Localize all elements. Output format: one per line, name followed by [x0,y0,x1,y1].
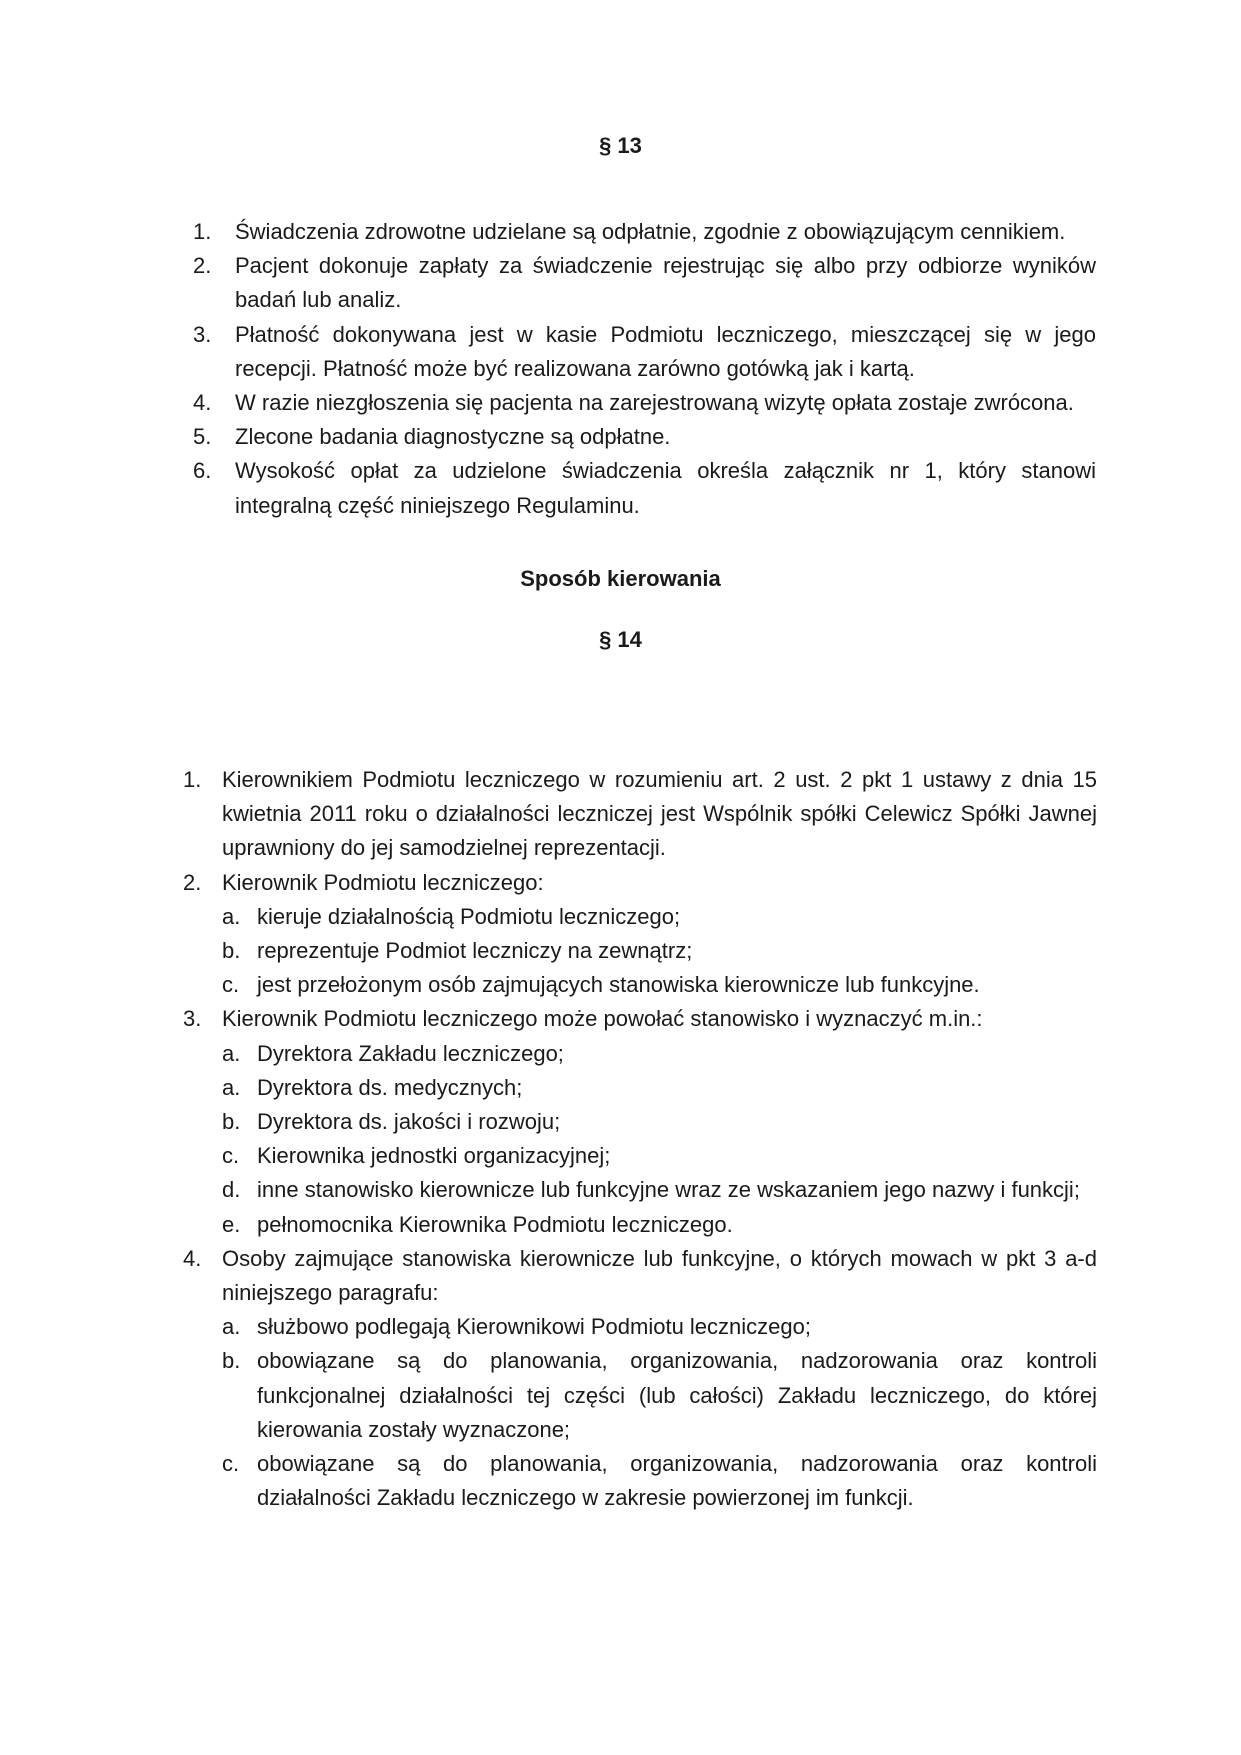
sublist-item [222,1105,1097,1139]
sublist-item [222,1139,1097,1173]
sublist-item [222,1037,1097,1071]
item-text: Dyrektora ds. jakości i rozwoju; [257,1109,561,1135]
item-number: 2. [193,253,212,279]
sublist [183,1310,1097,1515]
item-text: Kierownika jednostki organizacyjnej; [257,1143,611,1169]
sublist-item [222,1344,1097,1447]
item-number: 2. [183,869,202,895]
sublist-item [222,968,1097,1002]
list-item [193,386,1096,420]
item-text: Świadczenia zdrowotne udzielane są odpłatnie, zgodnie z obowiązującym cennikiem. [235,219,1066,244]
paragraph-heading-14: § 14 [599,627,642,652]
list-item [183,763,1097,866]
paragraph-14-list [183,763,1097,1515]
item-text: Kierownik Podmiotu leczniczego może powołać stanowisko i wyznaczyć m.in.: [222,1006,983,1032]
paragraph-heading-13: § 13 [599,133,642,158]
item-letter: c. [222,1143,240,1169]
sublist-item [222,934,1097,968]
item-number: 3. [183,1006,202,1032]
item-letter: c. [222,972,240,998]
list-item [193,420,1096,454]
item-letter: e. [222,1211,241,1237]
item-text: obowiązane są do planowania, organizowania, nadzorowania oraz kontroli funkcjonalnej działalności tej części (lub całości) Zakładu leczniczego, do której kierowania zostały wyznaczone; [257,1348,1097,1442]
list-item [193,249,1096,317]
item-text: inne stanowisko kierownicze lub funkcyjne wraz ze wskazaniem jego nazwy i funkcji; [257,1177,1080,1203]
section-title: Sposób kierowania [520,566,721,591]
list-item [183,1002,1097,1241]
item-text: Pacjent dokonuje zapłaty za świadczenie rejestrując się albo przy odbiorze wyników badań lub analiz. [235,253,1096,313]
item-number: 1. [183,767,202,792]
item-letter: a. [222,903,241,929]
item-text: Wysokość opłat za udzielone świadczenia określa załącznik nr 1, który stanowi integralną część niniejszego Regulaminu. [235,458,1096,518]
list-item [193,215,1096,249]
sublist [183,900,1097,1003]
sublist-item [222,1071,1097,1105]
list-item [193,318,1096,386]
item-letter: a. [222,1074,241,1100]
item-text: kieruje działalnością Podmiotu leczniczego; [257,903,681,929]
item-text: Zlecone badania diagnostyczne są odpłatne. [235,424,671,450]
list-item [193,454,1096,522]
list-item [183,1242,1097,1516]
item-number: 6. [193,458,212,484]
item-text: Kierownik Podmiotu leczniczego: [222,869,544,895]
item-text: jest przełożonym osób zajmujących stanowiska kierownicze lub funkcyjne. [257,972,980,998]
sublist-item [222,1310,1097,1344]
item-number: 4. [183,1245,202,1271]
item-text: Dyrektora Zakładu leczniczego; [257,1040,564,1066]
item-text: W razie niezgłoszenia się pacjenta na zarejestrowaną wizytę opłata zostaje zwrócona. [235,390,1074,416]
item-text: obowiązane są do planowania, organizowania, nadzorowania oraz kontroli działalności Zakładu leczniczego w zakresie powierzonej im funkcji. [257,1451,1097,1511]
item-text: Kierownikiem Podmiotu leczniczego w rozumieniu art. 2 ust. 2 pkt 1 ustawy z dnia 15 kwietnia 2011 roku o działalności leczniczej jest Wspólnik spółki Celewicz Spółki Jawnej uprawniony do jej samodzielnej reprezentacji. [222,767,1097,861]
item-text: reprezentuje Podmiot leczniczy na zewnątrz; [257,938,693,964]
sublist-item [222,1208,1097,1242]
item-text: Dyrektora ds. medycznych; [257,1074,523,1100]
item-letter: d. [222,1177,241,1203]
item-text: Osoby zajmujące stanowiska kierownicze lub funkcyjne, o których mowach w pkt 3 a-d niniejszego paragrafu: [222,1245,1097,1306]
item-letter: a. [222,1040,241,1066]
item-text: służbowo podlegają Kierownikowi Podmiotu leczniczego; [257,1314,811,1340]
item-text: Płatność dokonywana jest w kasie Podmiotu leczniczego, mieszczącej się w jego recepcji. Płatność może być realizowana zarówno gotówką jak i kartą. [235,321,1096,381]
item-letter: b. [222,1109,241,1135]
paragraph-13-list [193,215,1096,523]
item-number: 1. [193,219,212,244]
item-letter: c. [222,1451,240,1477]
list-item [183,866,1097,1003]
item-text: pełnomocnika Kierownika Podmiotu leczniczego. [257,1211,733,1237]
sublist-item [222,900,1097,934]
item-letter: a. [222,1314,241,1340]
item-number: 5. [193,424,212,450]
sublist-item [222,1447,1097,1515]
item-letter: b. [222,938,241,964]
item-number: 4. [193,390,212,416]
item-number: 3. [193,321,212,347]
sublist-item [222,1173,1097,1207]
item-letter: b. [222,1348,241,1374]
sublist [183,1037,1097,1242]
